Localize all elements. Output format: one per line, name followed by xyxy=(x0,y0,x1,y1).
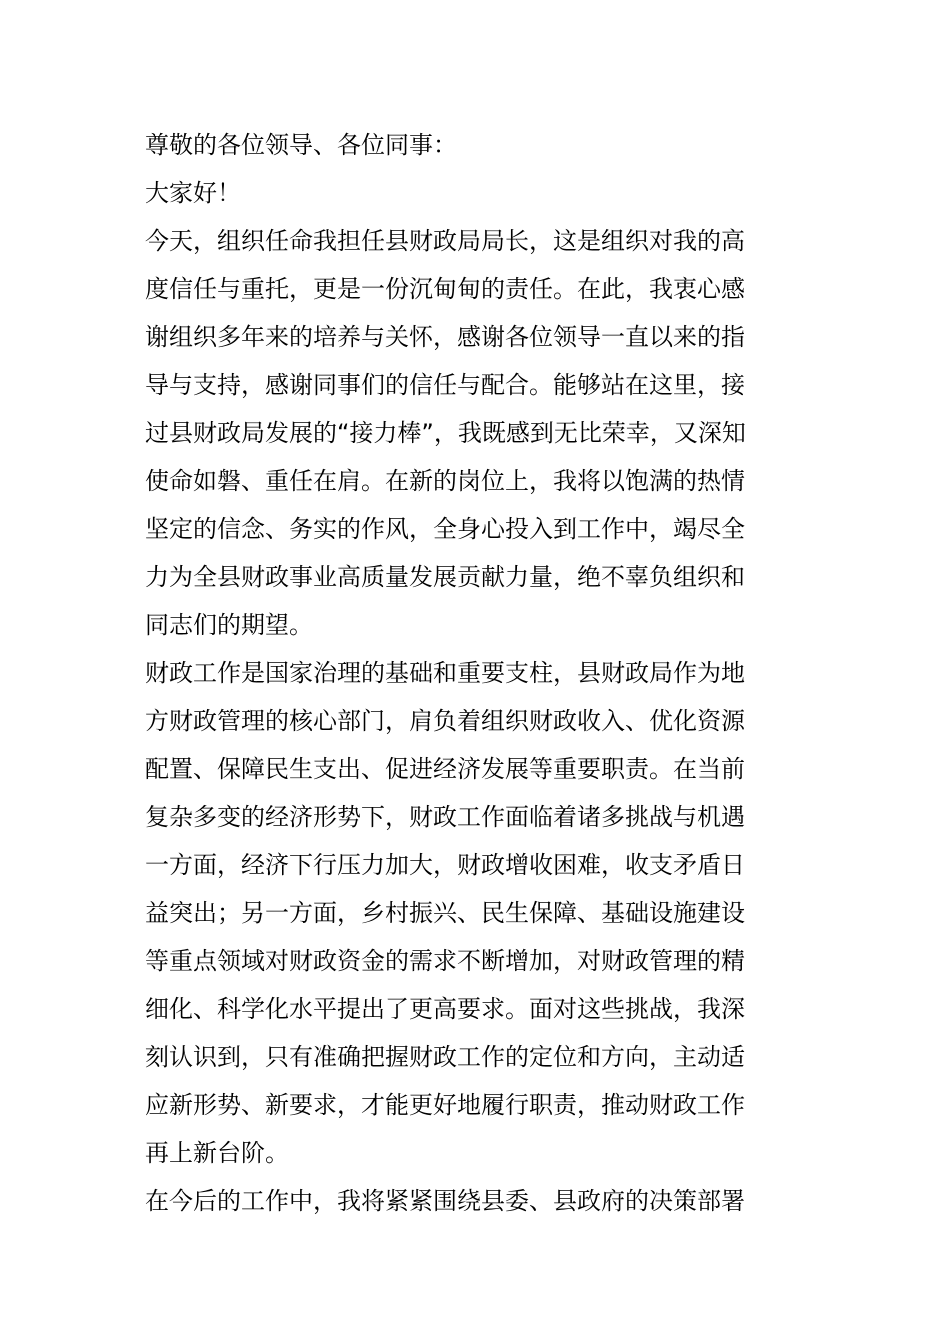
text-line: 过县财政局发展的“接力棒”，我既感到无比荣幸，又深知 xyxy=(145,419,746,447)
text-line: 等重点领域对财政资金的需求不断增加，对财政管理的精 xyxy=(145,947,745,975)
text-line: 细化、科学化水平提出了更高要求。面对这些挑战，我深 xyxy=(145,995,745,1023)
greeting-line: 大家好！ xyxy=(145,179,241,207)
text-line: 一方面，经济下行压力加大，财政增收困难，收支矛盾日 xyxy=(145,851,745,879)
text-line: 力为全县财政事业高质量发展贡献力量，绝不辜负组织和 xyxy=(145,563,745,591)
text-line: 方财政管理的核心部门，肩负着组织财政收入、优化资源 xyxy=(145,707,745,735)
text-line: 坚定的信念、务实的作风，全身心投入到工作中，竭尽全 xyxy=(145,515,745,543)
text-line: 刻认识到，只有准确把握财政工作的定位和方向，主动适 xyxy=(145,1043,745,1071)
text-line: 复杂多变的经济形势下，财政工作面临着诸多挑战与机遇 xyxy=(145,803,745,831)
text-line: 同志们的期望。 xyxy=(145,611,313,639)
salutation-line: 尊敬的各位领导、各位同事： xyxy=(145,131,457,159)
speech-text xyxy=(145,121,810,1225)
text-line: 应新形势、新要求，才能更好地履行职责，推动财政工作 xyxy=(145,1091,745,1119)
text-line: 导与支持，感谢同事们的信任与配合。能够站在这里，接 xyxy=(145,371,745,399)
text-line: 配置、保障民生支出、促进经济发展等重要职责。在当前 xyxy=(145,755,745,783)
text-line: 度信任与重托，更是一份沉甸甸的责任。在此，我衷心感 xyxy=(145,275,745,303)
text-line: 财政工作是国家治理的基础和重要支柱，县财政局作为地 xyxy=(145,659,745,687)
text-line: 益突出；另一方面，乡村振兴、民生保障、基础设施建设 xyxy=(145,899,745,927)
text-line: 谢组织多年来的培养与关怀，感谢各位领导一直以来的指 xyxy=(145,323,745,351)
text-line: 再上新台阶。 xyxy=(145,1139,289,1167)
text-line: 使命如磐、重任在肩。在新的岗位上，我将以饱满的热情 xyxy=(145,467,745,495)
text-line: 今天，组织任命我担任县财政局局长，这是组织对我的高 xyxy=(145,227,745,255)
text-line: 在今后的工作中，我将紧紧围绕县委、县政府的决策部署 xyxy=(145,1187,745,1215)
